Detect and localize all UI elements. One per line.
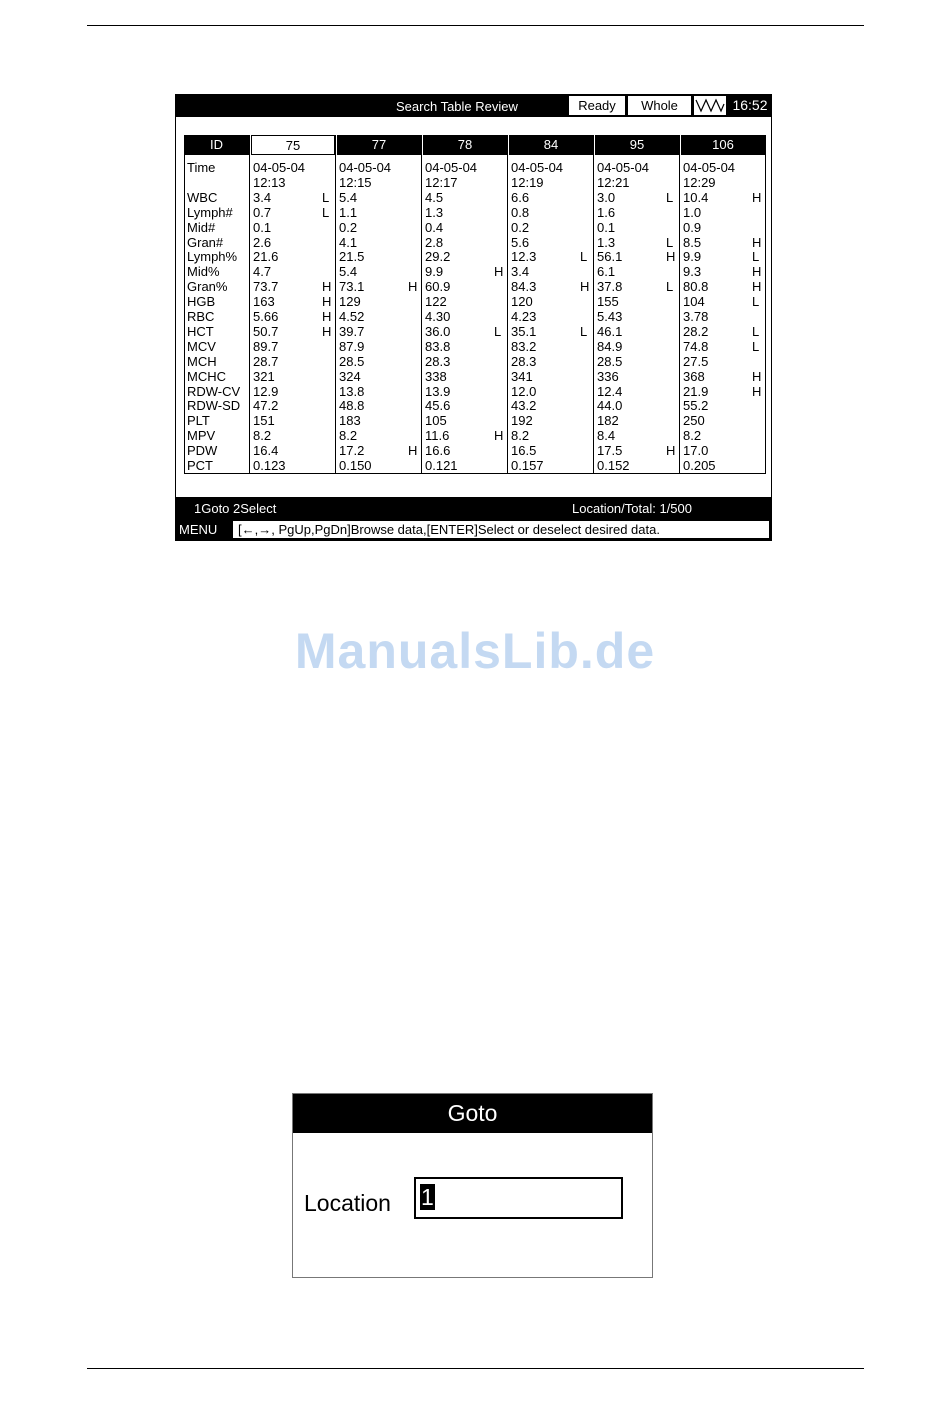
table-cell: 8.2: [253, 428, 272, 444]
table-cell: 250: [683, 413, 705, 429]
table-cell: 39.7: [339, 323, 365, 339]
row-label: RDW-SD: [187, 398, 241, 414]
row-label: HCT: [187, 323, 214, 339]
flag-badge: L: [752, 338, 760, 354]
table-cell: 0.123: [253, 458, 286, 473]
table-cell: 129: [339, 294, 361, 310]
table-cell: 73.7: [253, 279, 279, 295]
table-cell: 3.0: [597, 189, 616, 205]
flag-badge: H: [494, 264, 504, 280]
row-label: Mid#: [187, 219, 216, 235]
table-cell: 17.2: [339, 443, 365, 459]
flag-badge: L: [322, 204, 330, 220]
table-cell: 12:29: [683, 174, 716, 190]
flag-badge: H: [752, 189, 762, 205]
table-cell: 0.157: [511, 458, 544, 473]
sample-id-header[interactable]: 78: [423, 135, 507, 155]
sample-id-header[interactable]: 75: [251, 135, 335, 155]
table-cell: 368: [683, 368, 705, 384]
table-cell: 341: [511, 368, 533, 384]
flag-badge: L: [752, 323, 760, 339]
table-cell: 4.1: [339, 234, 358, 250]
flag-badge: H: [752, 264, 762, 280]
table-cell: 35.1: [511, 323, 537, 339]
table-cell: 8.4: [597, 428, 616, 444]
flag-badge: H: [752, 383, 762, 399]
row-label: Lymph#: [187, 204, 233, 220]
table-cell: 13.9: [425, 383, 451, 399]
help-text: [←,→, PgUp,PgDn]Browse data,[ENTER]Select or deselect desired data.: [232, 520, 770, 539]
table-cell: 4.5: [425, 189, 444, 205]
table-cell: 84.3: [511, 279, 537, 295]
row-label: Lymph%: [187, 249, 238, 265]
table-cell: 3.4: [511, 264, 530, 280]
row-label: PLT: [187, 413, 210, 429]
sample-id-header[interactable]: 95: [595, 135, 679, 155]
table-cell: 48.8: [339, 398, 365, 414]
table-cell: 1.3: [425, 204, 444, 220]
location-label: Location: [304, 1190, 391, 1216]
table-cell: 12:19: [511, 174, 544, 190]
table-cell: 11.6: [425, 428, 450, 444]
table-cell: 84.9: [597, 338, 623, 354]
table-cell: 3.78: [683, 309, 709, 324]
waveform-icon: [694, 96, 726, 115]
table-cell: 29.2: [425, 249, 451, 265]
table-cell: 163: [253, 294, 275, 310]
table-cell: 4.30: [425, 309, 451, 324]
flag-badge: H: [322, 279, 332, 295]
table-cell: 60.9: [425, 279, 451, 295]
table-cell: 3.4: [253, 189, 272, 205]
table-cell: 2.8: [425, 234, 444, 250]
table-cell: 87.9: [339, 338, 365, 354]
table-cell: 17.0: [683, 443, 709, 459]
table-cell: 36.0: [425, 323, 451, 339]
table-cell: 5.6: [511, 234, 530, 250]
flag-badge: H: [408, 443, 418, 459]
row-label: MCHC: [187, 368, 226, 384]
hint-bar: [176, 497, 771, 519]
table-cell: 12:17: [425, 174, 458, 190]
row-label: Gran%: [187, 279, 228, 295]
sample-id-header[interactable]: 84: [509, 135, 593, 155]
table-cell: 13.8: [339, 383, 365, 399]
shortcut-hint: 1Goto 2Select: [194, 501, 277, 516]
flag-badge: H: [752, 368, 762, 384]
table-cell: 10.4: [683, 189, 709, 205]
table-cell: 56.1: [597, 249, 623, 265]
table-cell: 28.5: [597, 353, 623, 369]
table-cell: 1.6: [597, 204, 616, 220]
row-label: Mid%: [187, 264, 220, 280]
table-cell: 5.43: [597, 309, 623, 324]
table-cell: 8.2: [511, 428, 530, 444]
flag-badge: L: [752, 294, 760, 310]
table-cell: 0.2: [339, 219, 358, 235]
table-cell: 43.2: [511, 398, 537, 414]
flag-badge: L: [752, 249, 760, 265]
watermark: ManualsLib.de: [294, 623, 656, 679]
table-cell: 83.8: [425, 338, 451, 354]
bottom-rule: [87, 1368, 864, 1369]
table-cell: 12.0: [511, 383, 537, 399]
flag-badge: L: [666, 234, 674, 250]
table-cell: 122: [425, 294, 447, 310]
table-cell: 50.7: [253, 323, 279, 339]
table-cell: 104: [683, 294, 705, 310]
id-header: ID: [184, 135, 249, 155]
row-label: Gran#: [187, 234, 224, 250]
sample-id-header[interactable]: 106: [681, 135, 765, 155]
table-cell: 17.5: [597, 443, 623, 459]
table-cell: 28.3: [511, 353, 537, 369]
table-cell: 4.52: [339, 309, 365, 324]
table-cell: 324: [339, 368, 361, 384]
row-label: RDW-CV: [187, 383, 241, 399]
table-cell: 151: [253, 413, 275, 429]
table-cell: 16.5: [511, 443, 537, 459]
flag-badge: H: [580, 279, 590, 295]
flag-badge: H: [322, 309, 332, 324]
flag-badge: L: [580, 323, 588, 339]
table-cell: 28.7: [253, 353, 279, 369]
table-cell: 04-05-04: [511, 160, 564, 175]
sample-id-header[interactable]: 77: [337, 135, 421, 155]
flag-badge: L: [580, 249, 588, 265]
table-cell: 321: [253, 368, 275, 384]
table-cell: 28.2: [683, 323, 709, 339]
table-cell: 04-05-04: [597, 160, 650, 175]
table-cell: 155: [597, 294, 619, 310]
table-cell: 105: [425, 413, 447, 429]
table-cell: 28.5: [339, 353, 365, 369]
location-input[interactable]: [414, 1177, 623, 1219]
table-cell: 16.6: [425, 443, 451, 459]
table-cell: 6.6: [511, 189, 530, 205]
table-cell: 4.23: [511, 309, 537, 324]
mode-button[interactable]: Whole: [628, 96, 691, 115]
table-cell: 0.1: [253, 219, 272, 235]
flag-badge: L: [494, 323, 502, 339]
table-cell: 12.3: [511, 249, 537, 265]
table-cell: 9.3: [683, 264, 702, 280]
row-label: PDW: [187, 443, 218, 459]
table-cell: 12:21: [597, 174, 630, 190]
table-cell: 6.1: [597, 264, 616, 280]
row-label: RBC: [187, 309, 215, 324]
table-cell: 12:15: [339, 174, 372, 190]
table-cell: 5.66: [253, 309, 279, 324]
table-cell: 0.150: [339, 458, 372, 473]
menu-button[interactable]: MENU: [179, 522, 218, 537]
goto-dialog: [292, 1093, 653, 1278]
table-cell: 89.7: [253, 338, 279, 354]
table-cell: 0.9: [683, 219, 702, 235]
location-value: 1: [421, 1184, 434, 1210]
table-cell: 83.2: [511, 338, 537, 354]
table-cell: 21.5: [339, 249, 365, 265]
table-cell: 12.4: [597, 383, 623, 399]
results-table: [184, 135, 766, 475]
table-cell: 0.121: [425, 458, 458, 473]
table-cell: 4.7: [253, 264, 272, 280]
table-cell: 5.4: [339, 189, 358, 205]
flag-badge: H: [408, 279, 418, 295]
flag-badge: H: [666, 443, 676, 459]
table-cell: 04-05-04: [253, 160, 306, 175]
flag-badge: H: [752, 279, 762, 295]
table-cell: 04-05-04: [683, 160, 736, 175]
flag-badge: L: [666, 279, 674, 295]
table-cell: 45.6: [425, 398, 451, 414]
table-cell: 9.9: [683, 249, 702, 265]
table-cell: 5.4: [339, 264, 358, 280]
table-cell: 16.4: [253, 443, 279, 459]
table-cell: 73.1: [339, 279, 365, 295]
table-cell: 04-05-04: [339, 160, 392, 175]
table-cell: 12.9: [253, 383, 279, 399]
flag-badge: H: [752, 234, 762, 250]
title-bar: [176, 95, 771, 117]
flag-badge: H: [494, 428, 504, 444]
table-cell: 183: [339, 413, 361, 429]
table-cell: 8.5: [683, 234, 702, 250]
table-cell: 8.2: [339, 428, 358, 444]
table-cell: 2.6: [253, 234, 272, 250]
analyzer-screen: [175, 94, 772, 541]
table-cell: 0.1: [597, 219, 616, 235]
table-cell: 12:13: [253, 174, 286, 190]
table-cell: 0.152: [597, 458, 630, 473]
table-cell: 336: [597, 368, 619, 384]
table-cell: 182: [597, 413, 619, 429]
table-cell: 0.205: [683, 458, 716, 473]
screen-title: Search Table Review: [396, 99, 518, 114]
row-label: HGB: [187, 294, 216, 310]
flag-badge: H: [322, 294, 332, 310]
row-label: WBC: [187, 189, 218, 205]
table-cell: 27.5: [683, 353, 709, 369]
table-cell: 47.2: [253, 398, 279, 414]
table-cell: 1.3: [597, 234, 616, 250]
table-cell: 46.1: [597, 323, 623, 339]
flag-badge: H: [666, 249, 676, 265]
table-cell: 74.8: [683, 338, 709, 354]
flag-badge: L: [322, 189, 330, 205]
table-cell: 0.4: [425, 219, 444, 235]
row-label: MPV: [187, 428, 216, 444]
table-cell: 0.2: [511, 219, 530, 235]
row-label: PCT: [187, 458, 213, 473]
flag-badge: H: [322, 323, 332, 339]
table-cell: 0.8: [511, 204, 530, 220]
status-badge: Ready: [569, 96, 625, 115]
table-cell: 1.0: [683, 204, 702, 220]
table-cell: 37.8: [597, 279, 623, 295]
flag-badge: L: [666, 189, 674, 205]
table-cell: 1.1: [339, 204, 358, 220]
row-label: MCH: [187, 353, 217, 369]
table-cell: 21.6: [253, 249, 279, 265]
table-cell: 44.0: [597, 398, 623, 414]
table-cell: 338: [425, 368, 447, 384]
clock: 16:52: [732, 97, 768, 113]
goto-title: Goto: [293, 1094, 652, 1133]
location-total: Location/Total: 1/500: [572, 501, 692, 516]
row-label: MCV: [187, 338, 216, 354]
row-label: Time: [187, 160, 216, 175]
table-cell: 04-05-04: [425, 160, 478, 175]
table-cell: 192: [511, 413, 533, 429]
top-rule: [87, 25, 864, 26]
table-cell: 80.8: [683, 279, 709, 295]
table-cell: 21.9: [683, 383, 709, 399]
table-cell: 9.9: [425, 264, 444, 280]
table-cell: 55.2: [683, 398, 709, 414]
menu-bar: [176, 519, 771, 540]
table-cell: 0.7: [253, 204, 272, 220]
table-cell: 120: [511, 294, 533, 310]
table-cell: 8.2: [683, 428, 702, 444]
table-cell: 28.3: [425, 353, 451, 369]
